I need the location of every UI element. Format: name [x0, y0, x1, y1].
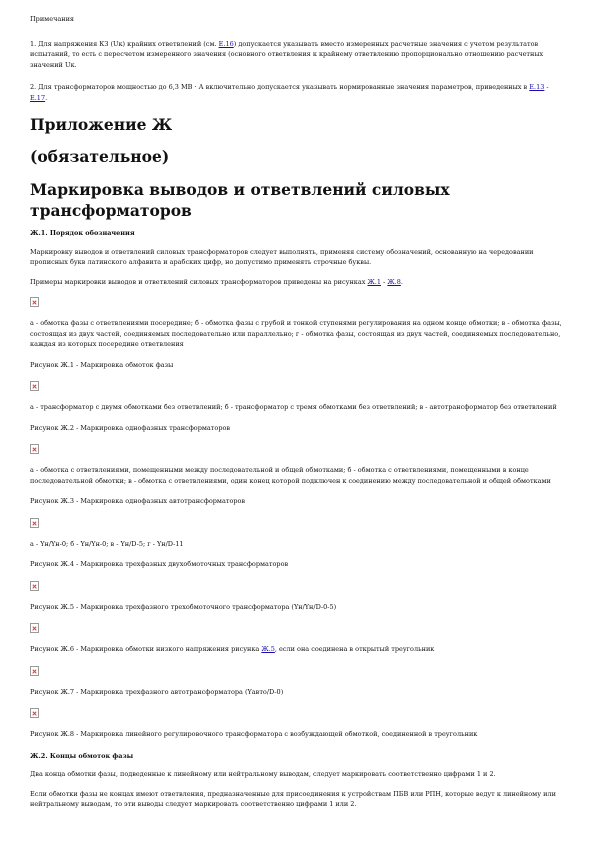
section-2-paragraph-1: Два конца обмотки фазы, подведенные к линейному или нейтральному выводам, следует маркировать соответственно цифрами 1 и 2. — [30, 770, 496, 778]
link-zh5[interactable]: Ж.5 — [261, 645, 275, 653]
broken-image-icon — [30, 444, 39, 454]
figure-2-caption: Рисунок Ж.2 - Маркировка однофазных трансформаторов — [30, 423, 231, 432]
section-2-paragraph-2: Если обмотки фазы не концах имеют ответвления, предназначенные для присоединения к устройствам ПБВ или РПН, которые ведут к линейному или нейтральному выводам, то эти выводы следует маркировать соответственно цифрами 1 или 2. — [30, 789, 556, 808]
figure-4-description: а - Yн/Yн-0; б - Yн/Yн-0; в - Yн/D-5; г - Yн/D-11 — [30, 539, 184, 548]
note-1: 1. Для напряжения КЗ (Uк) крайних ответвлений (см. Е.16) допускается указывать вместо измеренных расчетные значения с учетом результатов испытаний, то есть с пересчетом измеренного значения (основного ответвления к крайнему ответвлению пропорционально отношению расчетных значений Uк. — [30, 39, 544, 69]
broken-image-icon — [30, 518, 39, 528]
appendix-heading: Приложение Ж — [30, 115, 173, 134]
link-e17[interactable]: Е.17 — [30, 93, 46, 102]
broken-image-icon — [30, 623, 39, 633]
broken-image-icon — [30, 666, 39, 676]
section-1-title: Ж.1. Порядок обозначения — [30, 229, 135, 237]
figure-5-caption: Рисунок Ж.5 - Маркировка трехфазного трехобмоточного трансформатора (Yн/Yн/D-0-5) — [30, 602, 337, 611]
section-2-title: Ж.2. Концы обмоток фазы — [30, 751, 134, 760]
figure-8-caption: Рисунок Ж.8 - Маркировка линейного регулировочного трансформатора с возбуждающей обмоткой, соединенной в треугольник — [30, 730, 478, 738]
broken-image-icon — [30, 381, 39, 391]
notes-title: Примечания — [30, 15, 75, 23]
link-e16[interactable]: Е.16 — [218, 39, 234, 48]
figure-1-description: а - обмотка фазы с ответвлениями посередине; б - обмотка фазы с грубой и тонкой ступенями регулирования на одном конце обмотки; в - обмотка фазы, состоящая из двух частей, соединяемых последовательно или параллельно; г - обмотка фазы, состоящая из двух частей, соединяемых последовательно, каждая из которых посередине ответвления — [30, 319, 562, 348]
broken-image-icon — [30, 581, 39, 591]
mandatory-heading: (обязательное) — [30, 147, 170, 166]
link-zh8[interactable]: Ж.8 — [387, 277, 401, 286]
document-page — [30, 14, 565, 810]
broken-image-icon — [30, 708, 39, 718]
link-e13[interactable]: Е.13 — [529, 83, 545, 91]
figure-2-description: а - трансформатор с двумя обмотками без ответвлений; б - трансформатор с тремя обмотками без ответвлений; в - автотрансформатор без ответвлений — [30, 403, 557, 411]
note-2: 2. Для трансформаторов мощностью до 6,3 МВ · А включительно допускается указывать нормированные значения параметров, приведенных в Е.13 - Е.17. — [30, 83, 549, 102]
figure-3-caption: Рисунок Ж.3 - Маркировка однофазных автотрансформаторов — [30, 497, 246, 505]
link-zh1[interactable]: Ж.1 — [367, 277, 381, 286]
section-1-paragraph-2: Примеры маркировки выводов и ответвлений силовых трансформаторов приведены на рисунках Ж.1 - Ж.8. — [30, 277, 403, 286]
figure-6-caption: Рисунок Ж.6 - Маркировка обмотки низкого напряжения рисунка Ж.5, если она соединена в открытый треугольник — [30, 645, 435, 653]
figure-3-description: а - обмотка с ответвлениями, помещенными между последовательной и общей обмотками; б - обмотка с ответвлениями, помещенными в конце последовательной обмотки; в - обмотка с ответвлениями, один конец которой подключен к соединению между последовательной и общей обмотками — [30, 466, 551, 485]
figure-1-caption: Рисунок Ж.1 - Маркировка обмоток фазы — [30, 360, 174, 369]
broken-image-icon — [30, 297, 39, 307]
figure-4-caption: Рисунок Ж.4 - Маркировка трехфазных двухобмоточных трансформаторов — [30, 560, 289, 568]
appendix-title: Маркировка выводов и ответвлений силовых трансформаторов — [30, 180, 450, 220]
figure-7-caption: Рисунок Ж.7 - Маркировка трехфазного автотрансформатора (Yавто/D-0) — [30, 687, 284, 696]
section-1-paragraph-1: Маркировку выводов и ответвлений силовых трансформаторов следует выполнять, применяя систему обозначений, основанную на чередовании прописных букв латинского алфавита и арабских цифр, но допустимо применять строчные буквы. — [30, 247, 534, 266]
